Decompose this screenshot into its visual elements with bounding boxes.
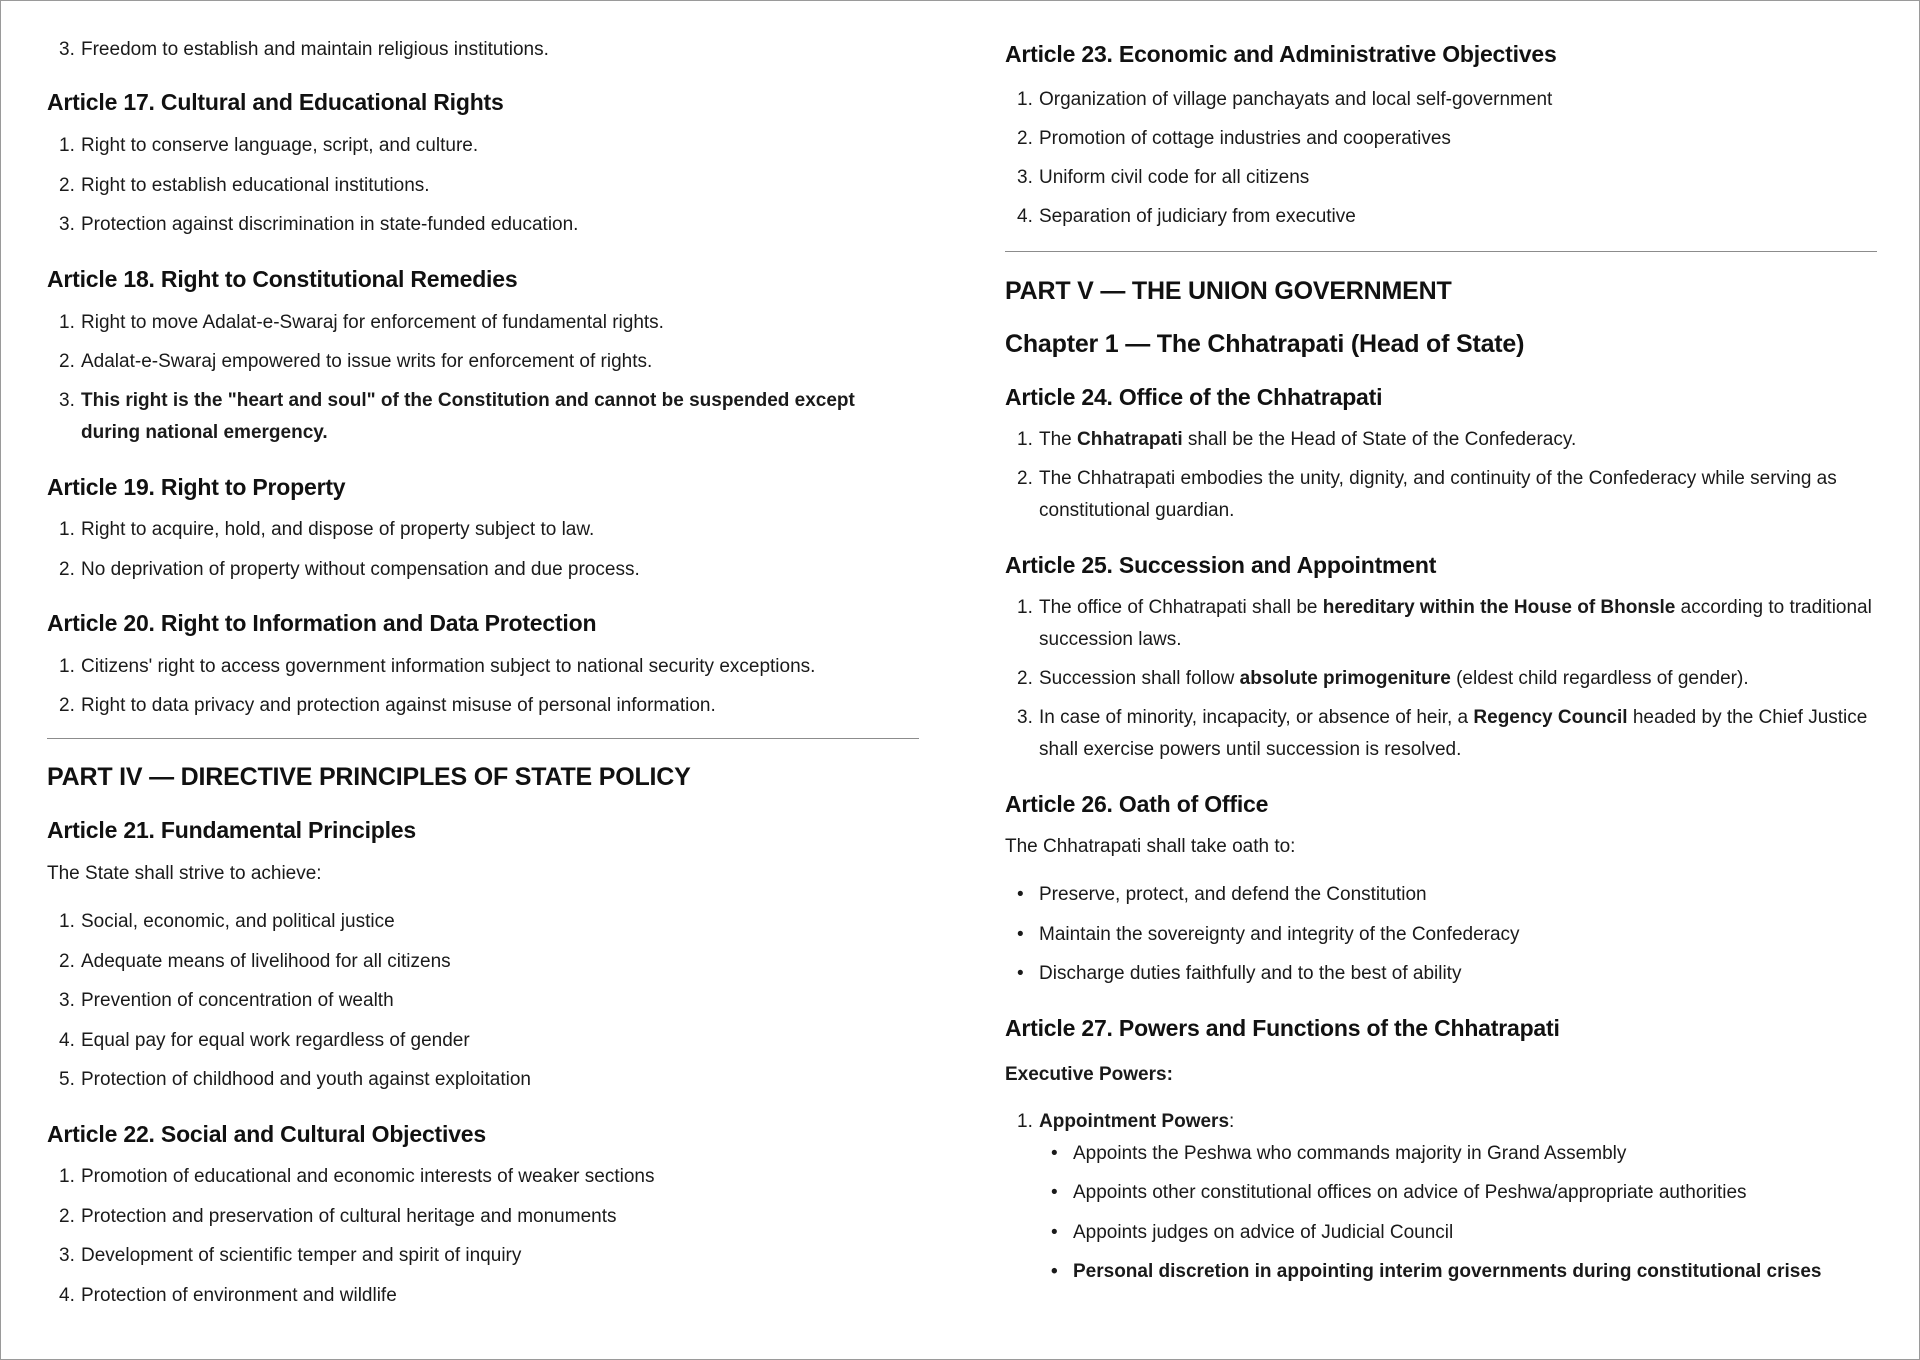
list-item: 2. Succession shall follow absolute primogeniture (eldest child regardless of gender). xyxy=(1017,668,1749,689)
article-21-heading: Article 21. Fundamental Principles xyxy=(47,817,416,843)
list-item: 3. Protection against discrimination in state-funded education. xyxy=(59,214,579,235)
article-20-heading: Article 20. Right to Information and Data Protection xyxy=(47,610,597,636)
article-27-list xyxy=(1005,1106,1877,1138)
list-item: 1. Right to acquire, hold, and dispose of property subject to law. xyxy=(59,519,595,540)
list-item: 1. Organization of village panchayats and local self-government xyxy=(1017,89,1553,110)
article-17-heading: Article 17. Cultural and Educational Rights xyxy=(47,89,504,115)
article-20-list xyxy=(47,651,919,722)
article-21-intro: The State shall strive to achieve: xyxy=(47,863,322,884)
section-divider xyxy=(1005,251,1877,252)
list-item: 4. Equal pay for equal work regardless of gender xyxy=(59,1030,470,1051)
appointment-powers-sublist xyxy=(1005,1138,1877,1288)
article-22-list xyxy=(47,1161,919,1312)
list-item: 2. Promotion of cottage industries and cooperatives xyxy=(1017,128,1451,149)
article-16-continuation xyxy=(47,34,919,66)
list-item: • Personal discretion in appointing interim governments during constitutional crises xyxy=(1051,1261,1822,1282)
list-item: 1. Appointment Powers: xyxy=(1017,1111,1235,1132)
list-item: 1. The office of Chhatrapati shall be hereditary within the House of Bhonsle according to traditional succession laws. xyxy=(1017,597,1872,650)
article-26-heading: Article 26. Oath of Office xyxy=(1005,791,1269,817)
list-item: 3. This right is the "heart and soul" of the Constitution and cannot be suspended except during national emergency. xyxy=(59,390,855,443)
list-item: 2. Protection and preservation of cultural heritage and monuments xyxy=(59,1206,617,1227)
list-item: 1. Promotion of educational and economic interests of weaker sections xyxy=(59,1166,655,1187)
article-19-list xyxy=(47,514,919,586)
list-item: 3. Prevention of concentration of wealth xyxy=(59,990,394,1011)
list-item: 1. Social, economic, and political justice xyxy=(59,911,395,932)
article-22-heading: Article 22. Social and Cultural Objectives xyxy=(47,1121,486,1147)
list-item: • Discharge duties faithfully and to the best of ability xyxy=(1017,963,1462,984)
list-item: 1. The Chhatrapati shall be the Head of State of the Confederacy. xyxy=(1017,429,1577,450)
list-item: • Appoints judges on advice of Judicial Council xyxy=(1051,1222,1454,1243)
article-25-list xyxy=(1005,592,1877,766)
list-item: 2. Right to establish educational institutions. xyxy=(59,175,430,196)
list-item: • Appoints other constitutional offices on advice of Peshwa/appropriate authorities xyxy=(1051,1182,1747,1203)
article-17-list xyxy=(47,130,919,241)
list-item: 4. Separation of judiciary from executive xyxy=(1017,206,1356,227)
article-18-list xyxy=(47,307,919,449)
article-23-heading: Article 23. Economic and Administrative Objectives xyxy=(1005,41,1557,67)
list-item: 2. No deprivation of property without compensation and due process. xyxy=(59,559,640,580)
part-4-heading: PART IV — DIRECTIVE PRINCIPLES OF STATE POLICY xyxy=(47,763,691,791)
article-24-list xyxy=(1005,424,1877,527)
chapter-1-heading: Chapter 1 — The Chhatrapati (Head of State) xyxy=(1005,330,1525,358)
list-item: 1. Citizens' right to access government information subject to national security exceptions. xyxy=(59,656,816,677)
section-divider xyxy=(47,738,919,739)
list-item: • Maintain the sovereignty and integrity of the Confederacy xyxy=(1017,924,1520,945)
list-item: 1. Right to move Adalat-e-Swaraj for enforcement of fundamental rights. xyxy=(59,312,664,333)
list-item: 2. Right to data privacy and protection against misuse of personal information. xyxy=(59,695,716,716)
article-27-heading: Article 27. Powers and Functions of the Chhatrapati xyxy=(1005,1015,1560,1041)
list-item: 2. Adalat-e-Swaraj empowered to issue writs for enforcement of rights. xyxy=(59,351,653,372)
list-item: 3. Uniform civil code for all citizens xyxy=(1017,167,1310,188)
part-5-heading: PART V — THE UNION GOVERNMENT xyxy=(1005,277,1452,305)
article-25-heading: Article 25. Succession and Appointment xyxy=(1005,552,1437,578)
article-23-list xyxy=(1005,84,1877,233)
list-item: 3. Development of scientific temper and spirit of inquiry xyxy=(59,1245,522,1266)
article-18-heading: Article 18. Right to Constitutional Remedies xyxy=(47,266,518,292)
executive-powers-label: Executive Powers: xyxy=(1005,1064,1173,1085)
article-26-bullets xyxy=(1005,879,1877,990)
list-item: 2. The Chhatrapati embodies the unity, dignity, and continuity of the Confederacy while serving as constitutional guardian. xyxy=(1017,468,1837,521)
list-item: 5. Protection of childhood and youth against exploitation xyxy=(59,1069,531,1090)
article-26-intro: The Chhatrapati shall take oath to: xyxy=(1005,836,1296,857)
list-item: • Preserve, protect, and defend the Constitution xyxy=(1017,884,1427,905)
list-item: 3. In case of minority, incapacity, or absence of heir, a Regency Council headed by the Chief Justice shall exercise powers until succession is resolved. xyxy=(1017,707,1868,760)
article-19-heading: Article 19. Right to Property xyxy=(47,474,346,500)
article-21-list xyxy=(47,906,919,1096)
article-24-heading: Article 24. Office of the Chhatrapati xyxy=(1005,384,1383,410)
list-item: 1. Right to conserve language, script, and culture. xyxy=(59,135,479,156)
list-item: 3. Freedom to establish and maintain religious institutions. xyxy=(59,39,549,60)
list-item: 4. Protection of environment and wildlife xyxy=(59,1285,397,1306)
list-item: 2. Adequate means of livelihood for all citizens xyxy=(59,951,451,972)
list-item: • Appoints the Peshwa who commands majority in Grand Assembly xyxy=(1051,1143,1627,1164)
